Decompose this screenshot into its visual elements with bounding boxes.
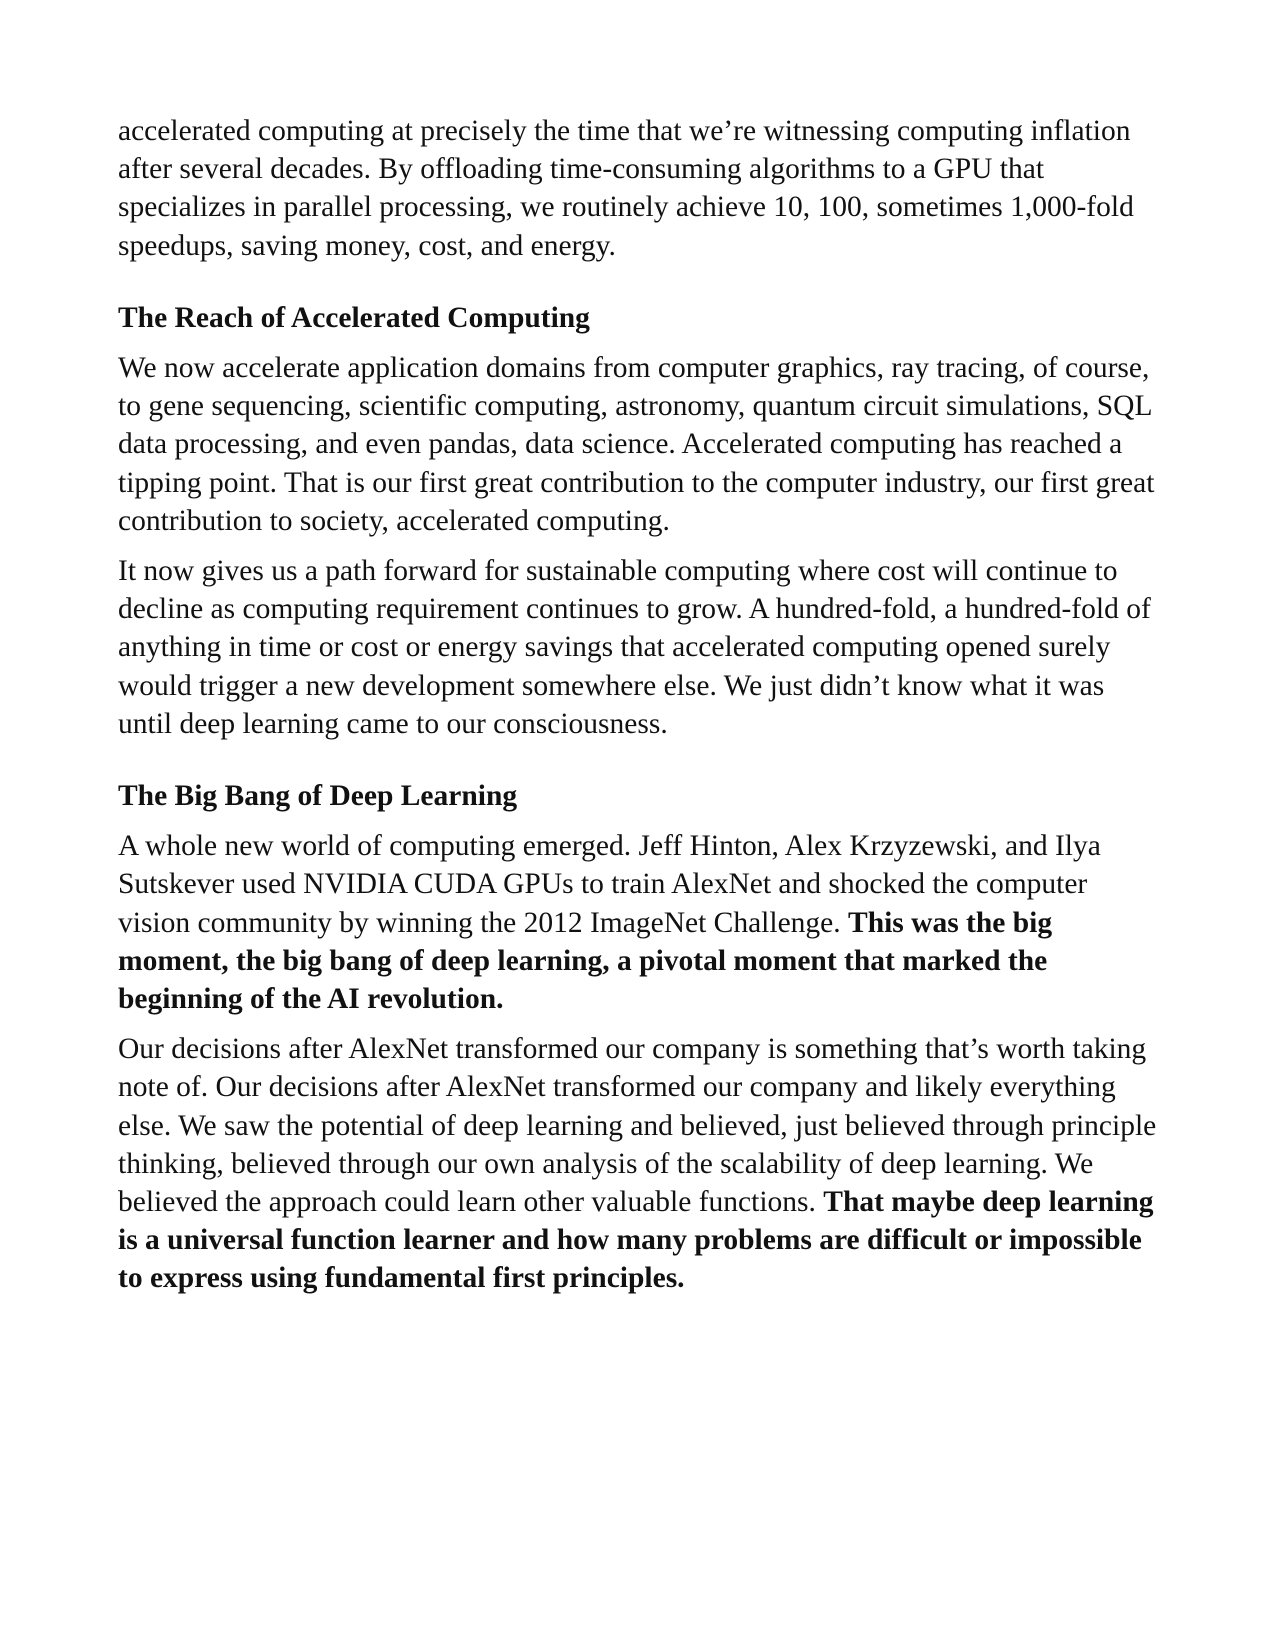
paragraph-alexnet-emergence [118, 827, 1158, 1018]
paragraph-application-domains: We now accelerate application domains from computer graphics, ray tracing, of course, to gene sequencing, scientific computing, astronomy, quantum circuit simulations, SQL data processing, and even pandas, data science. Accelerated computing has reached a tipping point. That is our first great contribution to the computer industry, our first great contribution to society, accelerated computing. [118, 352, 1155, 537]
paragraph-decisions-bold: That maybe deep learning is a universal function learner and how many problems are difficult or impossible to express using fundamental first principles. [118, 1186, 1154, 1295]
paragraph-alexnet-bold: This was the big moment, the big bang of deep learning, a pivotal moment that marked the beginning of the AI revolution. [118, 906, 1053, 1016]
document-page [118, 112, 1158, 1310]
heading-reach-of-accelerated-computing: The Reach of Accelerated Computing [118, 301, 590, 334]
paragraph-decisions-after-alexnet [118, 1030, 1158, 1297]
paragraph-decisions-text: Our decisions after AlexNet transformed our company is something that’s worth taking note of. Our decisions after AlexNet transformed our company and likely everything else. We saw the potential of deep learning and believed, just believed through principle thinking, believed through our own analysis of the scalability of deep learning. We believed the approach could learn other valuable functions. [118, 1033, 1157, 1219]
heading-big-bang-deep-learning: The Big Bang of Deep Learning [118, 780, 518, 813]
paragraph-alexnet-text: A whole new world of computing emerged. Jeff Hinton, Alex Krzyzewski, and Ilya Sutskever used NVIDIA CUDA GPUs to train AlexNet and shocked the computer vision community by winning the 2012 ImageNet Challenge. [118, 830, 1101, 939]
paragraph-accelerated-intro: accelerated computing at precisely the time that we’re witnessing computing inflation after several decades. By offloading time-consuming algorithms to a GPU that specializes in parallel processing, we routinely achieve 10, 100, sometimes 1,000-fold speedups, saving money, cost, and energy. [118, 115, 1134, 262]
paragraph-sustainable-computing: It now gives us a path forward for sustainable computing where cost will continue to decline as computing requirement continues to grow. A hundred-fold, a hundred-fold of anything in time or cost or energy savings that accelerated computing opened surely would trigger a new development somewhere else. We just didn’t know what it was until deep learning came to our consciousness. [118, 555, 1151, 740]
